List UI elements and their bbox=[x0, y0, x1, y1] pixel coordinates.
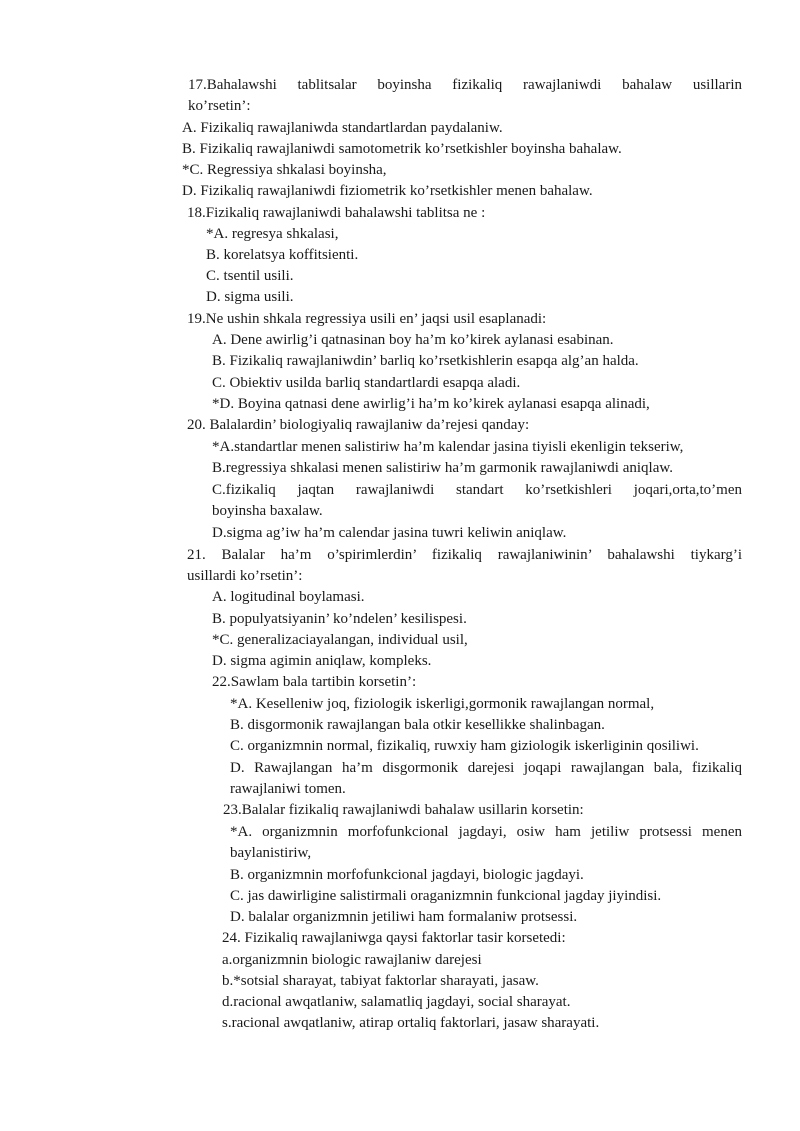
question-17-option-c: *C. Regressiya shkalasi boyinsha, bbox=[182, 162, 387, 178]
question-23-option-a-line1: *A. organizmnin morfofunkcional jagdayi, osiw ham jetiliw protsessi menen bbox=[230, 824, 742, 840]
question-21-title-line1: 21. Balalar ha’m o’spirimlerdin’ fizikaliq rawajlaniwinin’ bahalawshi tiykarg’i bbox=[187, 547, 742, 563]
question-23-option-d: D. balalar organizmnin jetiliwi ham formalaniw protsessi. bbox=[230, 909, 578, 925]
question-17-option-b: B. Fizikaliq rawajlaniwdi samotometrik ko’rsetkishler boyinsha bahalaw. bbox=[182, 141, 622, 157]
question-22-option-b: B. disgormonik rawajlangan bala otkir kesellikke shalinbagan. bbox=[230, 717, 605, 733]
question-21-option-d: D. sigma agimin aniqlaw, kompleks. bbox=[212, 653, 432, 669]
question-18-title: 18.Fizikaliq rawajlaniwdi bahalawshi tablitsa ne : bbox=[187, 205, 486, 221]
question-20-option-c-line1: C.fizikaliq jaqtan rawajlaniwdi standart ko’rsetkishleri joqari,orta,to’men bbox=[212, 482, 742, 498]
question-23-title: 23.Balalar fizikaliq rawajlaniwdi bahalaw usillarin korsetin: bbox=[223, 802, 584, 818]
question-23-option-b: B. organizmnin morfofunkcional jagdayi, biologic jagdayi. bbox=[230, 867, 584, 883]
question-18-option-d: D. sigma usili. bbox=[206, 289, 294, 305]
question-17-title-line1: 17.Bahalawshi tablitsalar boyinsha fizikaliq rawajlaniwdi bahalaw usillarin bbox=[188, 77, 742, 93]
question-19-option-b: B. Fizikaliq rawajlaniwdin’ barliq ko’rsetkishlerin esapqa alg’an halda. bbox=[212, 353, 639, 369]
question-21-title-line2: usillardi ko’rsetin’: bbox=[187, 568, 303, 584]
question-21-option-c: *C. generalizaciayalangan, individual usil, bbox=[212, 632, 468, 648]
question-24-option-s: s.racional awqatlaniw, atirap ortaliq faktorlari, jasaw sharayati. bbox=[222, 1015, 600, 1031]
question-20-title: 20. Balalardin’ biologiyaliq rawajlaniw da’rejesi qanday: bbox=[187, 417, 530, 433]
question-22-option-a: *A. Keselleniw joq, fiziologik iskerligi,gormonik rawajlangan normal, bbox=[230, 696, 655, 712]
question-21-option-a: A. logitudinal boylamasi. bbox=[212, 589, 365, 605]
question-19-option-a: A. Dene awirlig’i qatnasinan boy ha’m ko’kirek aylanasi esabinan. bbox=[212, 332, 614, 348]
question-22-title: 22.Sawlam bala tartibin korsetin’: bbox=[212, 674, 417, 690]
question-17-option-a: A. Fizikaliq rawajlaniwda standartlardan paydalaniw. bbox=[182, 120, 503, 136]
question-23-option-c: C. jas dawirligine salistirmali oraganizmnin funkcional jagday jiyindisi. bbox=[230, 888, 662, 904]
question-24-option-a: a.organizmnin biologic rawajlaniw darejesi bbox=[222, 952, 482, 968]
question-23-option-a-line2: baylanistiriw, bbox=[230, 845, 312, 861]
question-19-title: 19.Ne ushin shkala regressiya usili en’ jaqsi usil esaplanadi: bbox=[187, 311, 547, 327]
question-20-option-b: B.regressiya shkalasi menen salistiriw ha’m garmonik rawajlaniwdi aniqlaw. bbox=[212, 460, 673, 476]
question-20-option-a: *A.standartlar menen salistiriw ha’m kalendar jasina tiyisli ekenligin tekseriw, bbox=[212, 439, 684, 455]
question-18-option-b: B. korelatsya koffitsienti. bbox=[206, 247, 359, 263]
question-24-option-d: d.racional awqatlaniw, salamatliq jagdayi, social sharayat. bbox=[222, 994, 571, 1010]
question-24-option-b: b.*sotsial sharayat, tabiyat faktorlar sharayati, jasaw. bbox=[222, 973, 539, 989]
question-20-option-c-line2: boyinsha baxalaw. bbox=[212, 503, 323, 519]
question-17-option-d: D. Fizikaliq rawajlaniwdi fiziometrik ko’rsetkishler menen bahalaw. bbox=[182, 183, 593, 199]
question-22-option-d-line2: rawajlaniwi tomen. bbox=[230, 781, 346, 797]
question-18-option-a: *A. regresya shkalasi, bbox=[206, 226, 339, 242]
question-18-option-c: C. tsentil usili. bbox=[206, 268, 294, 284]
question-21-option-b: B. populyatsiyanin’ ko’ndelen’ kesilispesi. bbox=[212, 611, 467, 627]
question-19-option-d: *D. Boyina qatnasi dene awirlig’i ha’m ko’kirek aylanasi esapqa alinadi, bbox=[212, 396, 650, 412]
question-19-option-c: C. Obiektiv usilda barliq standartlardi esapqa aladi. bbox=[212, 375, 521, 391]
question-24-title: 24. Fizikaliq rawajlaniwga qaysi faktorlar tasir korsetedi: bbox=[222, 930, 566, 946]
question-20-option-d: D.sigma ag’iw ha’m calendar jasina tuwri keliwin aniqlaw. bbox=[212, 525, 567, 541]
question-22-option-c: C. organizmnin normal, fizikaliq, ruwxiy ham giziologik iskerliginin qosiliwi. bbox=[230, 738, 699, 754]
question-17-title-line2: ko’rsetin’: bbox=[188, 98, 251, 114]
question-22-option-d-line1: D. Rawajlangan ha’m disgormonik darejesi joqapi rawajlangan bala, fizikaliq bbox=[230, 760, 742, 776]
